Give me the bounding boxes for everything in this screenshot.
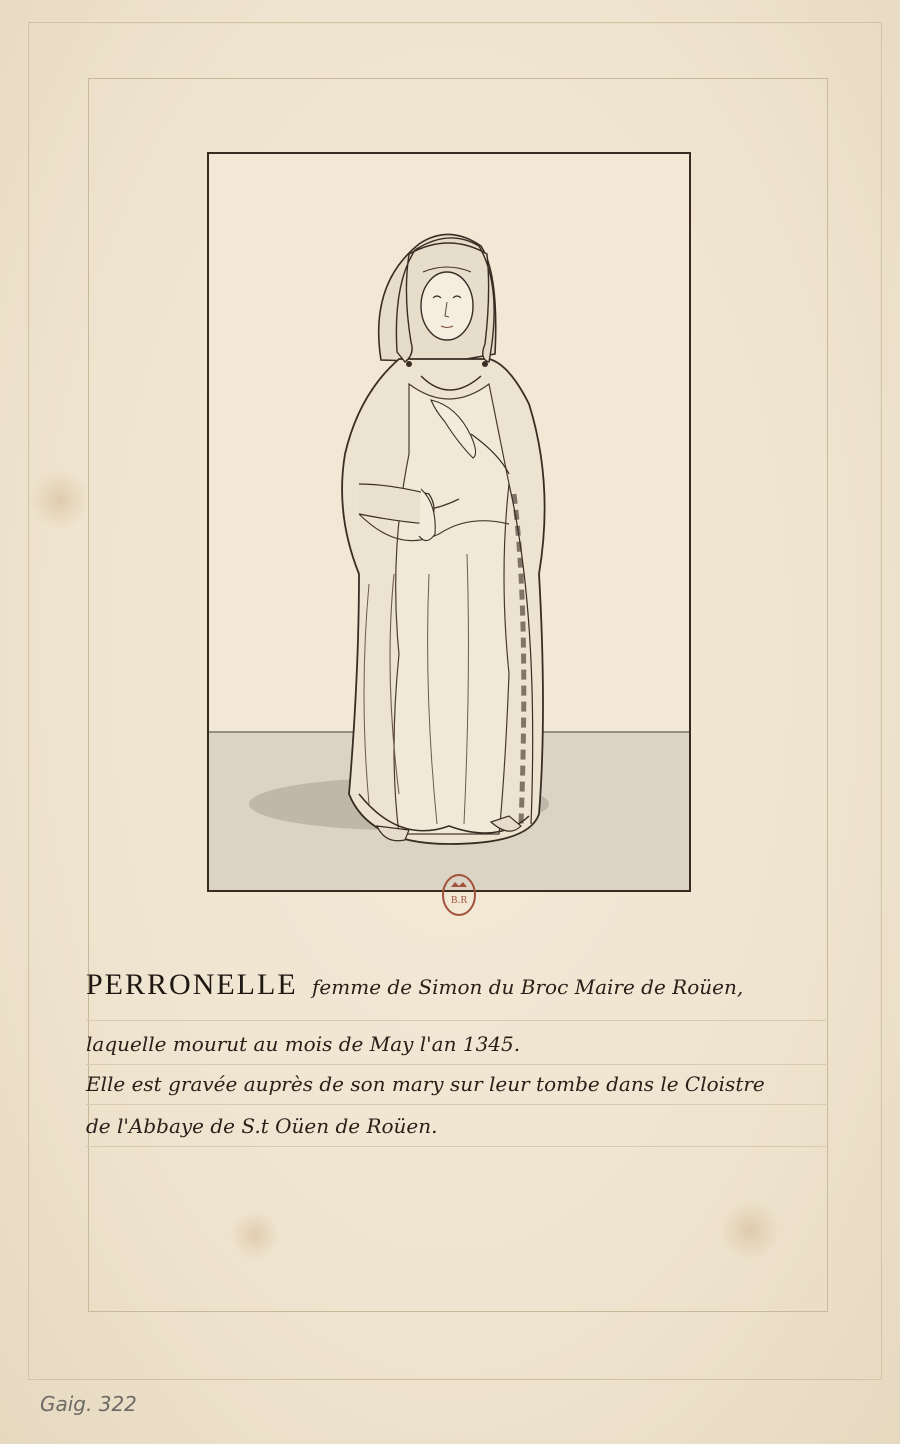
caption-line-1-rest: femme de Simon du Broc Maire de Roüen, (312, 975, 744, 999)
crown-icon (451, 882, 467, 887)
figure-drawing (209, 154, 689, 890)
caption-line-4: de l'Abbaye de S.t Oüen de Roüen. (86, 1114, 438, 1138)
shelfmark: Gaig. 322 (40, 1392, 137, 1416)
illustration-frame (207, 152, 691, 892)
ruled-line (86, 1104, 826, 1105)
caption-line-3: Elle est gravée auprès de son mary sur leur tombe dans le Cloistre (86, 1072, 765, 1096)
ruled-line (86, 1146, 826, 1147)
caption-line-2: laquelle mourut au mois de May l'an 1345. (86, 1032, 521, 1056)
caption-name: PERRONELLE (86, 968, 298, 1001)
ruled-line (86, 1020, 826, 1021)
face (421, 272, 473, 340)
ruled-line (86, 1064, 826, 1065)
svg-text:B.R: B.R (450, 896, 468, 906)
caption-line-1 (86, 968, 743, 1002)
library-stamp (441, 873, 477, 917)
